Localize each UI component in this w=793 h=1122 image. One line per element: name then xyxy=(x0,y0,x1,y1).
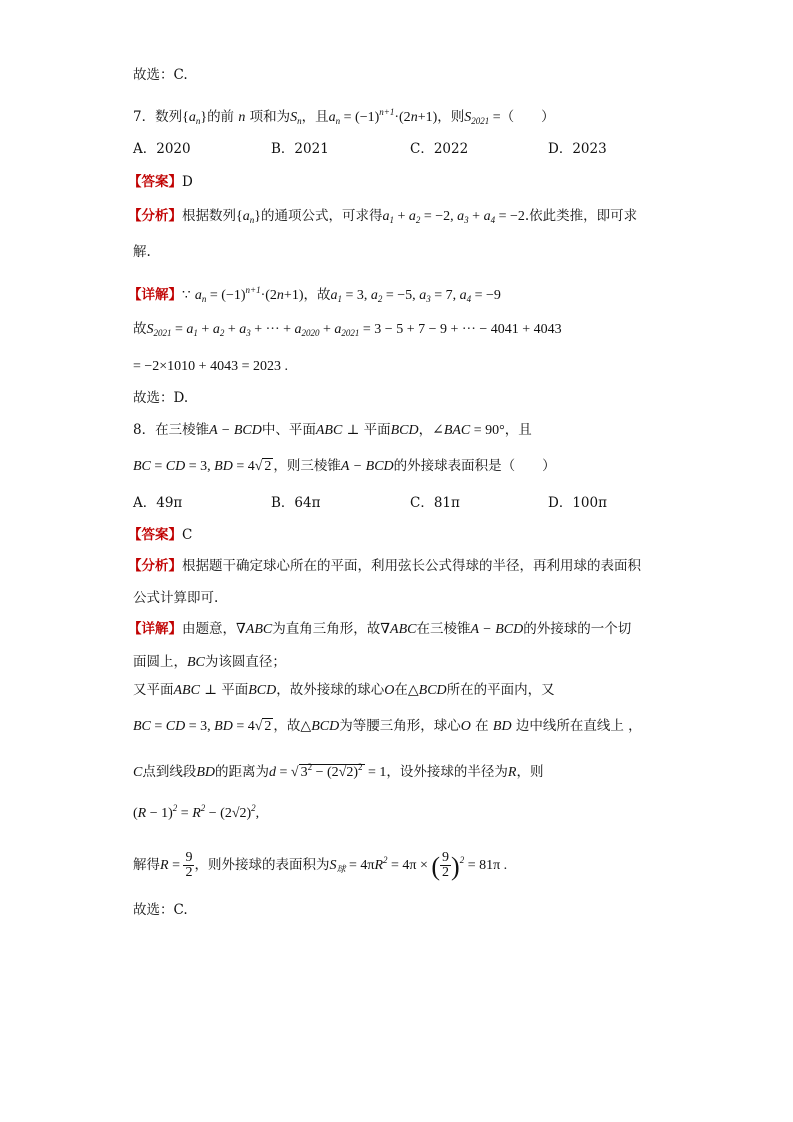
q8-analysis-cont: 公式计算即可. xyxy=(133,590,219,606)
q8-option-b: B．64π xyxy=(271,495,321,511)
q8-option-d: D．100π xyxy=(548,495,607,511)
prev-answer-choice: 故选：C. xyxy=(133,67,188,83)
q7-option-b: B．2021 xyxy=(271,141,329,157)
q8-detail-3: 又平面ABC ⊥ 平面BCD，故外接球的球心O在△BCD所在的平面内，又 xyxy=(133,682,555,698)
q7-option-c: C．2022 xyxy=(410,141,469,157)
q8-detail-5: C点到线段BD的距离为d = √ $3^2 - (2√2)^2 = 1$，设外接球的半径为R，则 xyxy=(133,762,544,780)
q8-answer: 【答案】C xyxy=(128,527,193,543)
q8-choose: 故选：C. xyxy=(133,902,188,918)
question-7-stem: 7．数列$\{a_n\}$的前 n 项和为$S_n$，且$a_n = (-1)^{n+1}\cdot(2n+1)$，则$S_{2021}$ =（ ） xyxy=(133,107,555,126)
question-8-stem-cont: BC = CD = 3, BD = 4√ 2 ，则三棱锥A − BCD的外接球表面积是（ ） xyxy=(133,458,556,474)
q8-analysis: 【分析】根据题干确定球心所在的平面，利用弦长公式得球的半径，再利用球的表面积 xyxy=(128,558,641,574)
q7-option-d: D．2023 xyxy=(548,141,607,157)
q8-detail-4: BC = CD = 3, BD = 4√ 2 ，故△BCD为等腰三角形，球心O 在 BD 边中线所在直线上 ， xyxy=(133,718,642,734)
q7-analysis-cont: 解. xyxy=(133,244,151,260)
q7-option-a: A．2020 xyxy=(133,141,191,157)
q7-analysis: 【分析】根据数列$\{a_n\}$的通项公式，可求得$a_1 + a_2 = -2$, $a_3 + a_4 = -2$.依此类推，即可求 xyxy=(128,208,638,225)
q8-detail-6: $(R - 1)^2 = R^2 - (2√2)^2$, xyxy=(133,803,260,821)
q8-detail-1: 【详解】由题意，∇ABC为直角三角形，故∇ABC在三棱锥A − BCD的外接球的一个切 xyxy=(128,621,632,637)
q7-detail-sum: 故$S_{2021} = a_1 + a_2 + a_3$ + ··· + $a_{2020} + a_{2021} = 3 - 5 + 7 - 9$ + ··· − 4041 + 4043 xyxy=(133,321,562,338)
q8-option-a: A．49π xyxy=(133,495,183,511)
q8-option-c: C．81π xyxy=(410,495,460,511)
q7-answer: 【答案】D xyxy=(128,174,193,190)
question-8-stem: 8．在三棱锥A − BCD中、平面ABC ⊥ 平面BCD，∠BAC = 90°，且 xyxy=(133,422,532,438)
q7-choose: 故选：D. xyxy=(133,390,189,406)
q7-detail: 【详解】∵ $a_n = (-1)^{n+1}\cdot(2n+1)$，故$a_1 = 3$, $a_2 = -5$, $a_3 = 7$, $a_4 = -9$ xyxy=(128,285,501,304)
q8-detail-7: 解得R = $\frac{9}{2}$ ，则外接球的表面积为$S_球 = 4\pi R^2 = 4\pi$ × ( $\frac{9}{2}$ )$^2$ = 81π . xyxy=(133,850,508,881)
q8-detail-2: 面圆上，BC为该圆直径； xyxy=(133,654,286,670)
q7-detail-result: = −2×1010 + 4043 = 2023 . xyxy=(133,359,288,374)
